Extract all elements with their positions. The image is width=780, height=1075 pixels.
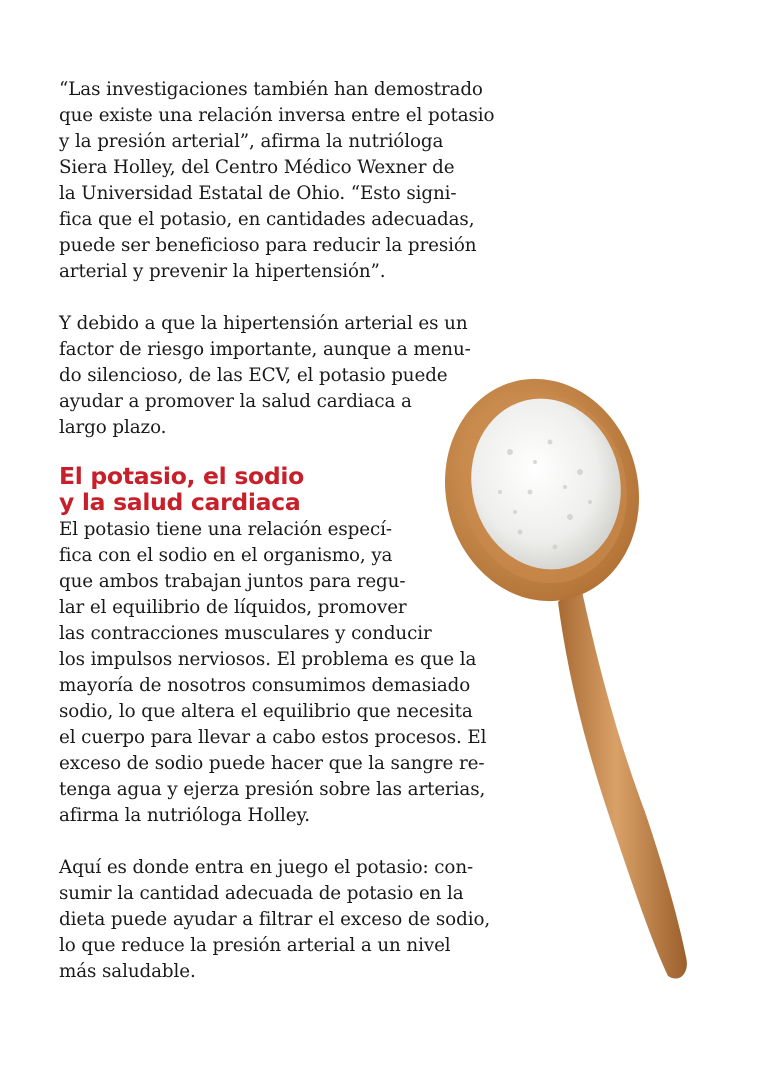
spoon-handle [558, 582, 687, 979]
text-line: ayudar a promover la salud cardiaca a [59, 391, 412, 412]
text-line: arterial y prevenir la hipertensión”. [59, 261, 386, 282]
text-line: puede ser beneficioso para reducir la presión [59, 235, 477, 256]
text-line: factor de riesgo importante, aunque a menu- [59, 339, 471, 360]
text-line: dieta puede ayudar a filtrar el exceso de sodio, [59, 909, 491, 930]
text-line: mayoría de nosotros consumimos demasiado [59, 675, 471, 696]
text-line: afirma la nutrióloga Holley. [59, 805, 310, 826]
text-line: fica con el sodio en el organismo, ya [59, 545, 393, 566]
text-line: los impulsos nerviosos. El problema es que la [59, 649, 477, 670]
text-line: que ambos trabajan juntos para regu- [59, 571, 406, 592]
text-line: El potasio tiene una relación especí- [59, 519, 392, 540]
text-line: fica que el potasio, en cantidades adecuadas, [59, 209, 475, 230]
text-line: largo plazo. [59, 417, 167, 438]
heading-line: El potasio, el sodio [59, 462, 304, 490]
text-line: las contracciones musculares y conducir [59, 623, 432, 644]
text-line: tenga agua y ejerza presión sobre las arterias, [59, 779, 486, 800]
text-line: Y debido a que la hipertensión arterial es un [59, 313, 468, 334]
wooden-spoon-with-salt-icon [430, 372, 720, 992]
text-line: sumir la cantidad adecuada de potasio en la [59, 883, 464, 904]
text-line: “Las investigaciones también han demostrado [59, 79, 483, 100]
text-line: Aquí es donde entra en juego el potasio: con- [59, 857, 474, 878]
text-line: y la presión arterial”, afirma la nutrióloga [59, 131, 444, 152]
text-line: sodio, lo que altera el equilibrio que necesita [59, 701, 473, 722]
text-line: más saludable. [59, 961, 196, 982]
text-line: do silencioso, de las ECV, el potasio puede [59, 365, 448, 386]
text-line: Siera Holley, del Centro Médico Wexner de [59, 157, 455, 178]
text-line: el cuerpo para llevar a cabo estos procesos. El [59, 727, 487, 748]
text-line: lo que reduce la presión arterial a un nivel [59, 935, 451, 956]
text-line: lar el equilibrio de líquidos, promover [59, 597, 407, 618]
text-line: la Universidad Estatal de Ohio. “Esto signi- [59, 183, 457, 204]
text-line: exceso de sodio puede hacer que la sangre re- [59, 753, 485, 774]
text-line: que existe una relación inversa entre el potasio [59, 105, 495, 126]
heading-line: y la salud cardiaca [59, 488, 301, 516]
